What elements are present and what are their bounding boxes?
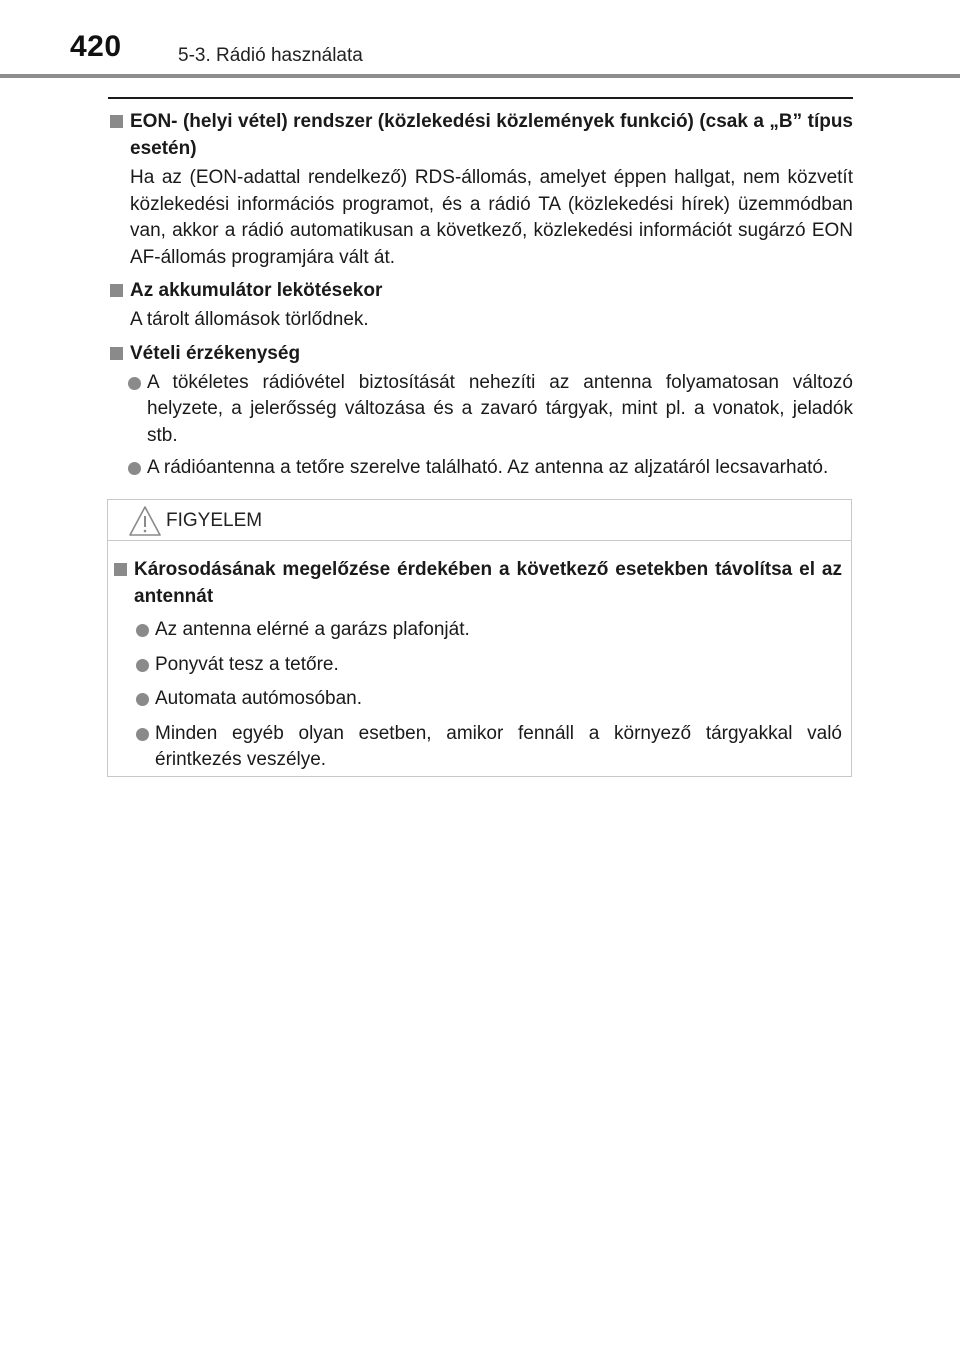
section-heading: Vételi érzékenység [130, 342, 301, 364]
circle-bullet-icon [128, 377, 141, 390]
warning-label: FIGYELEM [166, 510, 263, 531]
circle-bullet-icon [128, 462, 141, 475]
list-item: Az antenna elérné a garázs plafonját. [136, 617, 842, 644]
warning-heading: Károsodásának megelőzése érdekében a következő esetekben távolítsa el az antennát [134, 559, 842, 607]
list-item: Minden egyéb olyan esetben, amikor fennáll a környező tárgyakkal való érintkezés veszélye. [136, 721, 842, 774]
circle-bullet-icon [136, 693, 149, 706]
warning-header [108, 500, 851, 541]
warning-content [112, 556, 842, 782]
circle-bullet-icon [136, 624, 149, 637]
section-heading: Az akkumulátor lekötésekor [130, 280, 383, 301]
list-item: A rádióantenna a tetőre szerelve található. Az antenna az aljzatáról lecsavarható. [128, 455, 853, 482]
page-number: 420 [70, 30, 122, 63]
section-battery [108, 277, 853, 334]
square-bullet-icon [110, 347, 123, 360]
section-eon [108, 108, 853, 271]
content-top-rule [108, 97, 853, 99]
warning-box [107, 499, 852, 777]
warning-triangle-icon [128, 505, 162, 537]
square-bullet-icon [114, 563, 127, 576]
section-paragraph: Ha az (EON-adattal rendelkező) RDS-állomás, amelyet éppen hallgat, nem közvetít közlekedési információs programot, és a rádió TA (közlekedési hírek) üzemmódban van, akkor a rádió automatikusan a következő, közlekedési információt sugárzó EON AF-állomás programjára vált át. [130, 167, 853, 268]
square-bullet-icon [110, 115, 123, 128]
circle-bullet-icon [136, 659, 149, 672]
section-reception [108, 340, 853, 482]
circle-bullet-icon [136, 728, 149, 741]
header-divider [0, 74, 960, 78]
section-title: 5-3. Rádió használata [178, 45, 363, 66]
main-content [108, 108, 853, 488]
square-bullet-icon [110, 284, 123, 297]
section-paragraph: A tárolt állomások törlődnek. [130, 309, 369, 330]
list-item: Automata autómosóban. [136, 686, 842, 713]
section-heading: EON- (helyi vétel) rendszer (közlekedési közlemények funkció) (csak a „B” típus esetén) [130, 111, 853, 159]
page-header [0, 0, 960, 82]
list-item: A tökéletes rádióvétel biztosítását nehezíti az antenna folyamatosan változó helyzete, a jelerősség változása és a zavaró tárgyak, mint pl. a vonatok, jeladók stb. [128, 370, 853, 450]
list-item: Ponyvát tesz a tetőre. [136, 652, 842, 679]
